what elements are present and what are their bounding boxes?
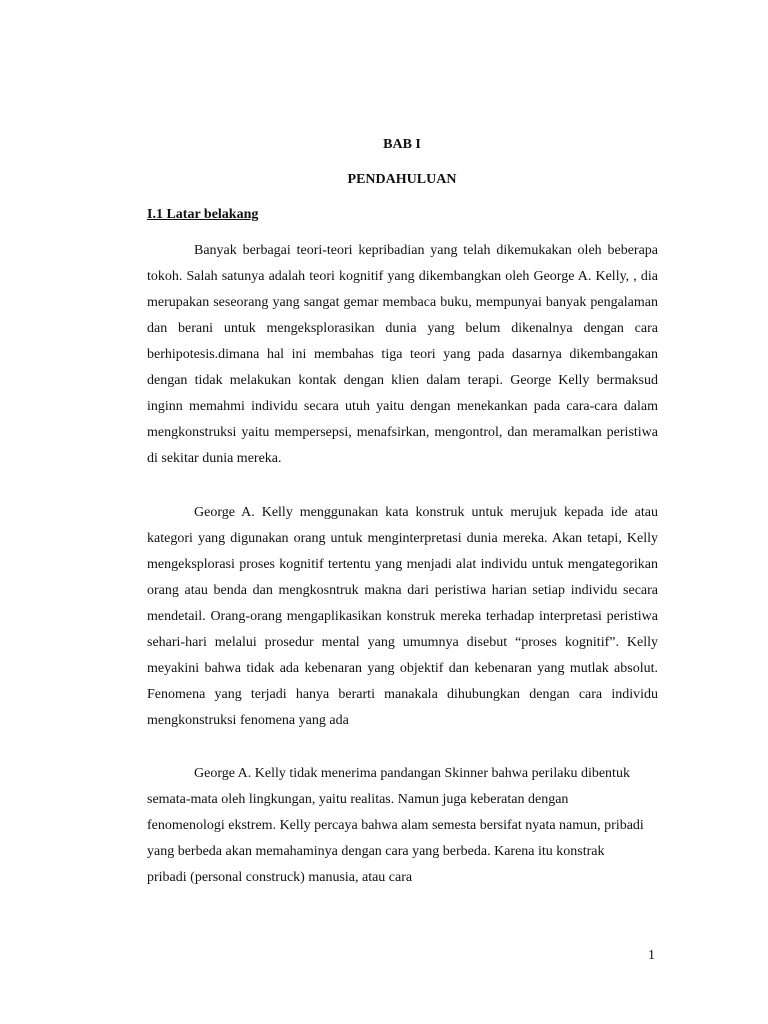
paragraph-2: George A. Kelly menggunakan kata konstruk untuk merujuk kepada ide atau kategori yang digunakan orang untuk menginterpretasi dunia mereka. Akan tetapi, Kelly mengeksplorasi proses kognitif tertentu yang menjadi alat individu untuk mengategorikan orang atau benda dan mengkosntruk makna dari peristiwa harian setiap individu secara mendetail. Orang-orang mengaplikasikan konstruk mereka terhadap interpretasi peristiwa sehari-hari melalui prosedur mental yang umumnya disebut “proses kognitif”. Kelly meyakini bahwa tidak ada kebenaran yang objektif dan kebenaran yang mutlak absolut. Fenomena yang terjadi hanya berarti manakala dihubungkan dengan cara individu mengkonstruksi fenomena yang ada [147, 505, 658, 728]
chapter-title: PENDAHULUAN [347, 172, 457, 187]
paragraph-1: Banyak berbagai teori-teori kepribadian yang telah dikemukakan oleh beberapa tokoh. Salah satunya adalah teori kognitif yang dikembangkan oleh George A. Kelly, , dia merupakan seseorang yang sangat gemar membaca buku, mempunyai banyak pengalaman dan berani untuk mengeksplorasikan dunia yang belum dikenalnya dengan cara berhipotesis.dimana hal ini membahas tiga teori yang pada dasarnya dikembangakan dengan tidak melakukan kontak dengan klien dalam terapi. George Kelly bermaksud inginn memahmi individu secara utuh yaitu dengan menekankan pada cara-cara dalam mengkonstruksi yaitu mempersepsi, menafsirkan, mengontrol, dan meramalkan peristiwa di sekitar dunia mereka. [147, 243, 658, 466]
page-number: 1 [648, 948, 655, 963]
chapter-number: BAB I [383, 137, 421, 152]
paragraph-3: George A. Kelly tidak menerima pandangan Skinner bahwa perilaku dibentuk semata-mata oleh lingkungan, yaitu realitas. Namun juga keberatan dengan fenomenologi ekstrem. Kelly percaya bahwa alam semesta bersifat nyata namun, pribadi yang berbeda akan memahaminya dengan cara yang berbeda. Karena itu konstrak pribadi (personal construck) manusia, atau cara [147, 766, 644, 885]
section-heading: I.1 Latar belakang [147, 207, 259, 222]
